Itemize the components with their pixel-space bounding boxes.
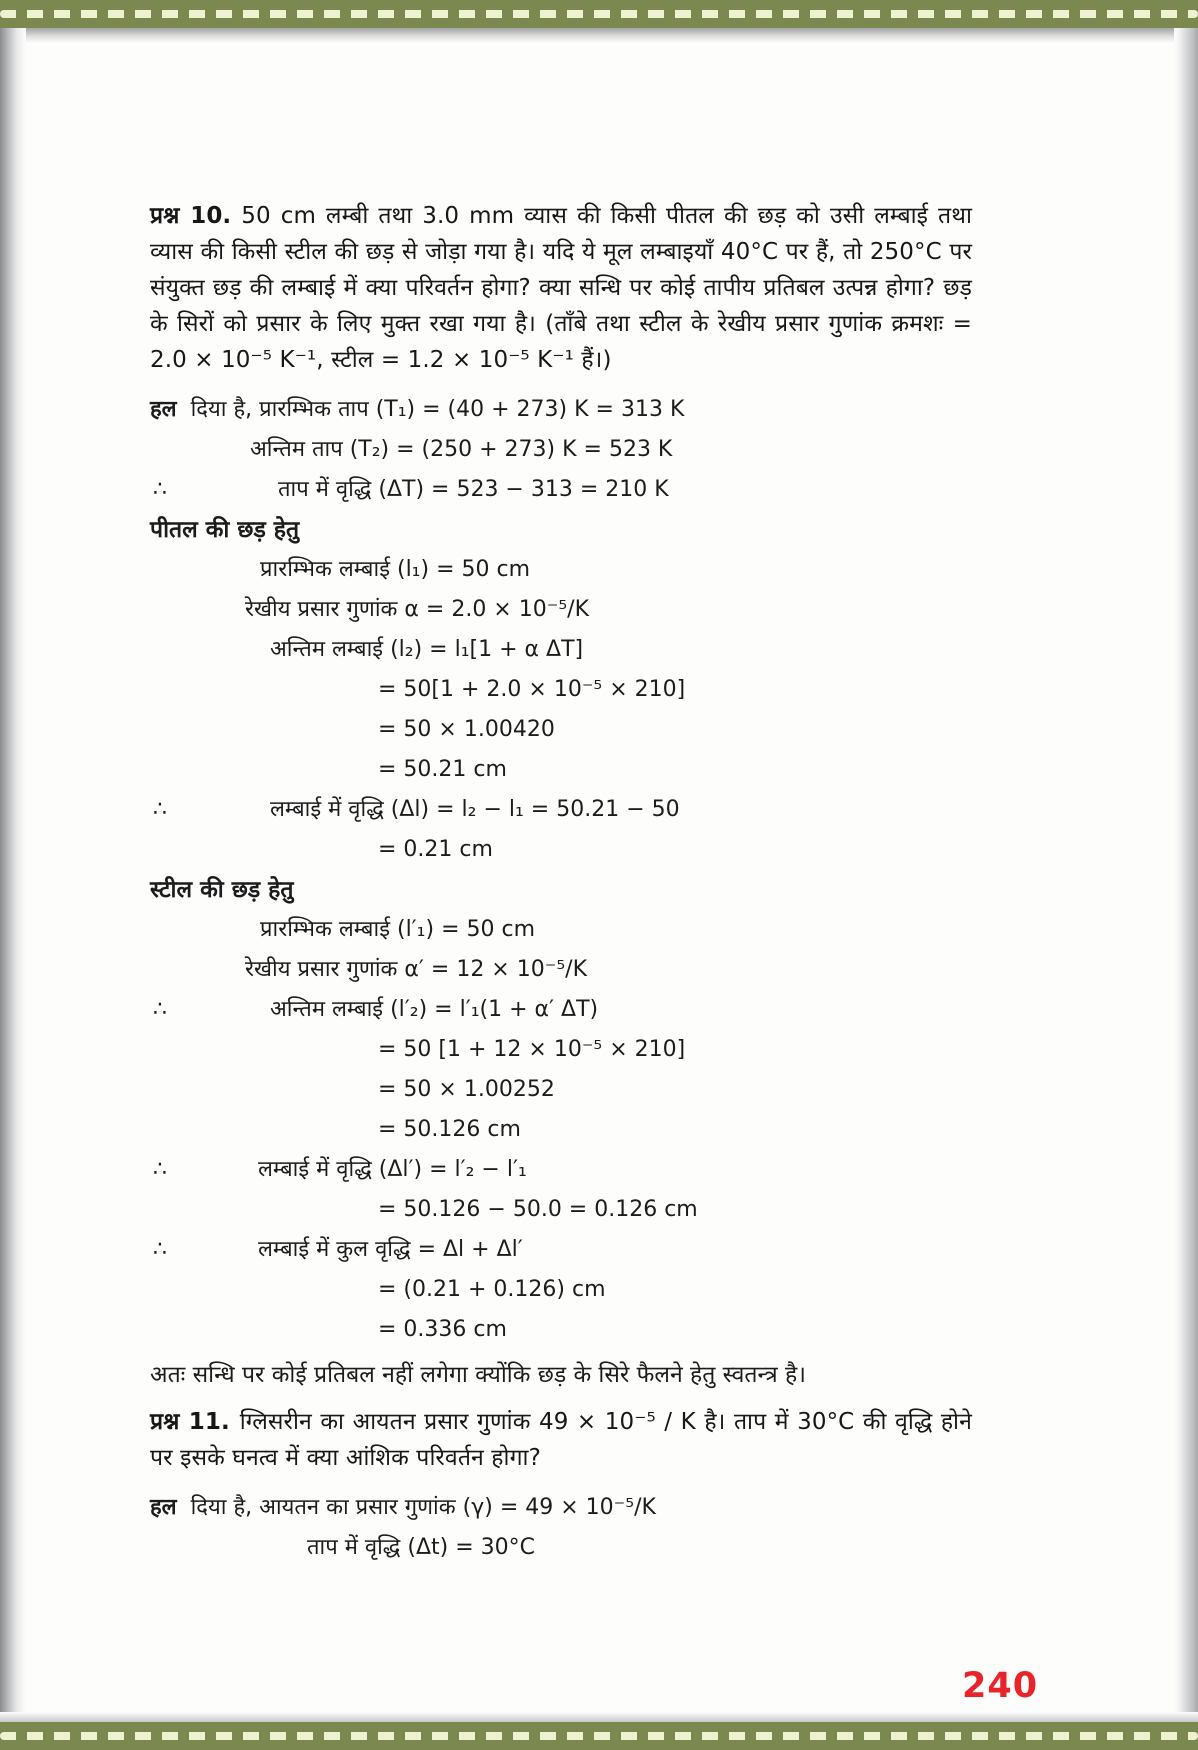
- equation-line: = 0.21 cm: [378, 837, 493, 862]
- equation-line: ∴ लम्बाई में कुल वृद्धि = Δl + Δl′: [150, 1230, 972, 1270]
- equation-line: = 0.336 cm: [378, 1317, 507, 1342]
- question-10-label: प्रश्न 10.: [150, 203, 232, 229]
- therefore-symbol: ∴: [153, 1237, 167, 1262]
- page-right-edge-shadow: [1174, 28, 1198, 1722]
- section-heading-steel-rod: स्टील की छड़ हेतु: [150, 877, 294, 903]
- equation-line: रेखीय प्रसार गुणांक α = 2.0 × 10⁻⁵/K: [245, 597, 589, 622]
- equation-line: = 50.21 cm: [378, 757, 507, 782]
- equation-line: अन्तिम ताप (T₂) = (250 + 273) K = 523 K: [250, 437, 673, 462]
- solution-label: हल: [150, 1495, 177, 1520]
- equation-line: = 50 × 1.00420: [378, 717, 555, 742]
- page-top-border: [0, 0, 1198, 28]
- equation-line: = 50 [1 + 12 × 10⁻⁵ × 210]: [378, 1037, 686, 1062]
- question-10-paragraph: [150, 198, 972, 378]
- q11-solution-intro: [150, 1488, 972, 1528]
- q10-solution-intro: [150, 390, 972, 430]
- equation-line: ∴ लम्बाई में वृद्धि (Δl) = l₂ − l₁ = 50.21 − 50: [150, 790, 972, 830]
- equation-line: ∴ लम्बाई में वृद्धि (Δl′) = l′₂ − l′₁: [150, 1150, 972, 1190]
- page-content: [150, 28, 972, 1722]
- equation-line: = 50[1 + 2.0 × 10⁻⁵ × 210]: [378, 677, 686, 702]
- equation-line: प्रारम्भिक लम्बाई (l′₁) = 50 cm: [260, 917, 536, 942]
- equation-line: ताप में वृद्धि (Δt) = 30°C: [307, 1535, 535, 1560]
- equation-line: = 50.126 − 50.0 = 0.126 cm: [378, 1197, 698, 1222]
- bottom-border-dashes: [0, 1732, 1198, 1740]
- equation-line: = 50.126 cm: [378, 1117, 521, 1142]
- question-11-label: प्रश्न 11.: [150, 1409, 230, 1435]
- equation-line: ∴ ताप में वृद्धि (ΔT) = 523 − 313 = 210 K: [150, 470, 972, 510]
- question-10-statement: 50 cm लम्बी तथा 3.0 mm व्यास की किसी पीतल की छड़ को उसी लम्बाई तथा व्यास की किसी स्टील की छड़ से जोड़ा गया है। यदि ये मूल लम्बाइयाँ 40°C पर हैं, तो 250°C पर संयुक्त छड़ की लम्बाई में क्या परिवर्तन होगा? क्या सन्धि पर कोई तापीय प्रतिबल उत्पन्न होगा? छड़ के सिरों को प्रसार के लिए मुक्त रखा गया है। (ताँबे तथा स्टील के रेखीय प्रसार गुणांक क्रमशः = 2.0 × 10⁻⁵ K⁻¹, स्टील = 1.2 × 10⁻⁵ K⁻¹ हैं।): [150, 203, 972, 373]
- question-11-statement: ग्लिसरीन का आयतन प्रसार गुणांक 49 × 10⁻⁵ / K है। ताप में 30°C की वृद्धि होने पर इसके घनत्व में क्या आंशिक परिवर्तन होगा?: [150, 1409, 972, 1471]
- equation-line: ∴ अन्तिम लम्बाई (l′₂) = l′₁(1 + α′ ΔT): [150, 990, 972, 1030]
- page-left-edge-shadow: [0, 28, 26, 1722]
- page-bottom-border: [0, 1722, 1198, 1750]
- q10-given-initial-temp: दिया है, प्रारम्भिक ताप (T₁) = (40 + 273) K = 313 K: [190, 397, 685, 422]
- equation-line: अन्तिम लम्बाई (l₂) = l₁[1 + α ΔT]: [270, 637, 584, 662]
- section-heading-brass-rod: पीतल की छड़ हेतु: [150, 517, 300, 543]
- top-border-dashes: [0, 10, 1198, 18]
- equation-line: रेखीय प्रसार गुणांक α′ = 12 × 10⁻⁵/K: [245, 957, 587, 982]
- equation-line: प्रारम्भिक लम्बाई (l₁) = 50 cm: [260, 557, 531, 582]
- question-11-paragraph: [150, 1404, 972, 1476]
- therefore-symbol: ∴: [153, 477, 167, 502]
- solution-label: हल: [150, 397, 177, 422]
- equation-line: = (0.21 + 0.126) cm: [378, 1277, 606, 1302]
- therefore-symbol: ∴: [153, 997, 167, 1022]
- q11-given-gamma: दिया है, आयतन का प्रसार गुणांक (γ) = 49 × 10⁻⁵/K: [190, 1495, 656, 1520]
- q10-conclusion: अतः सन्धि पर कोई प्रतिबल नहीं लगेगा क्योंकि छड़ के सिरे फैलने हेतु स्वतन्त्र है।: [150, 1362, 806, 1388]
- therefore-symbol: ∴: [153, 797, 167, 822]
- therefore-symbol: ∴: [153, 1157, 167, 1182]
- page-number: 240: [962, 1666, 1039, 1706]
- equation-line: = 50 × 1.00252: [378, 1077, 555, 1102]
